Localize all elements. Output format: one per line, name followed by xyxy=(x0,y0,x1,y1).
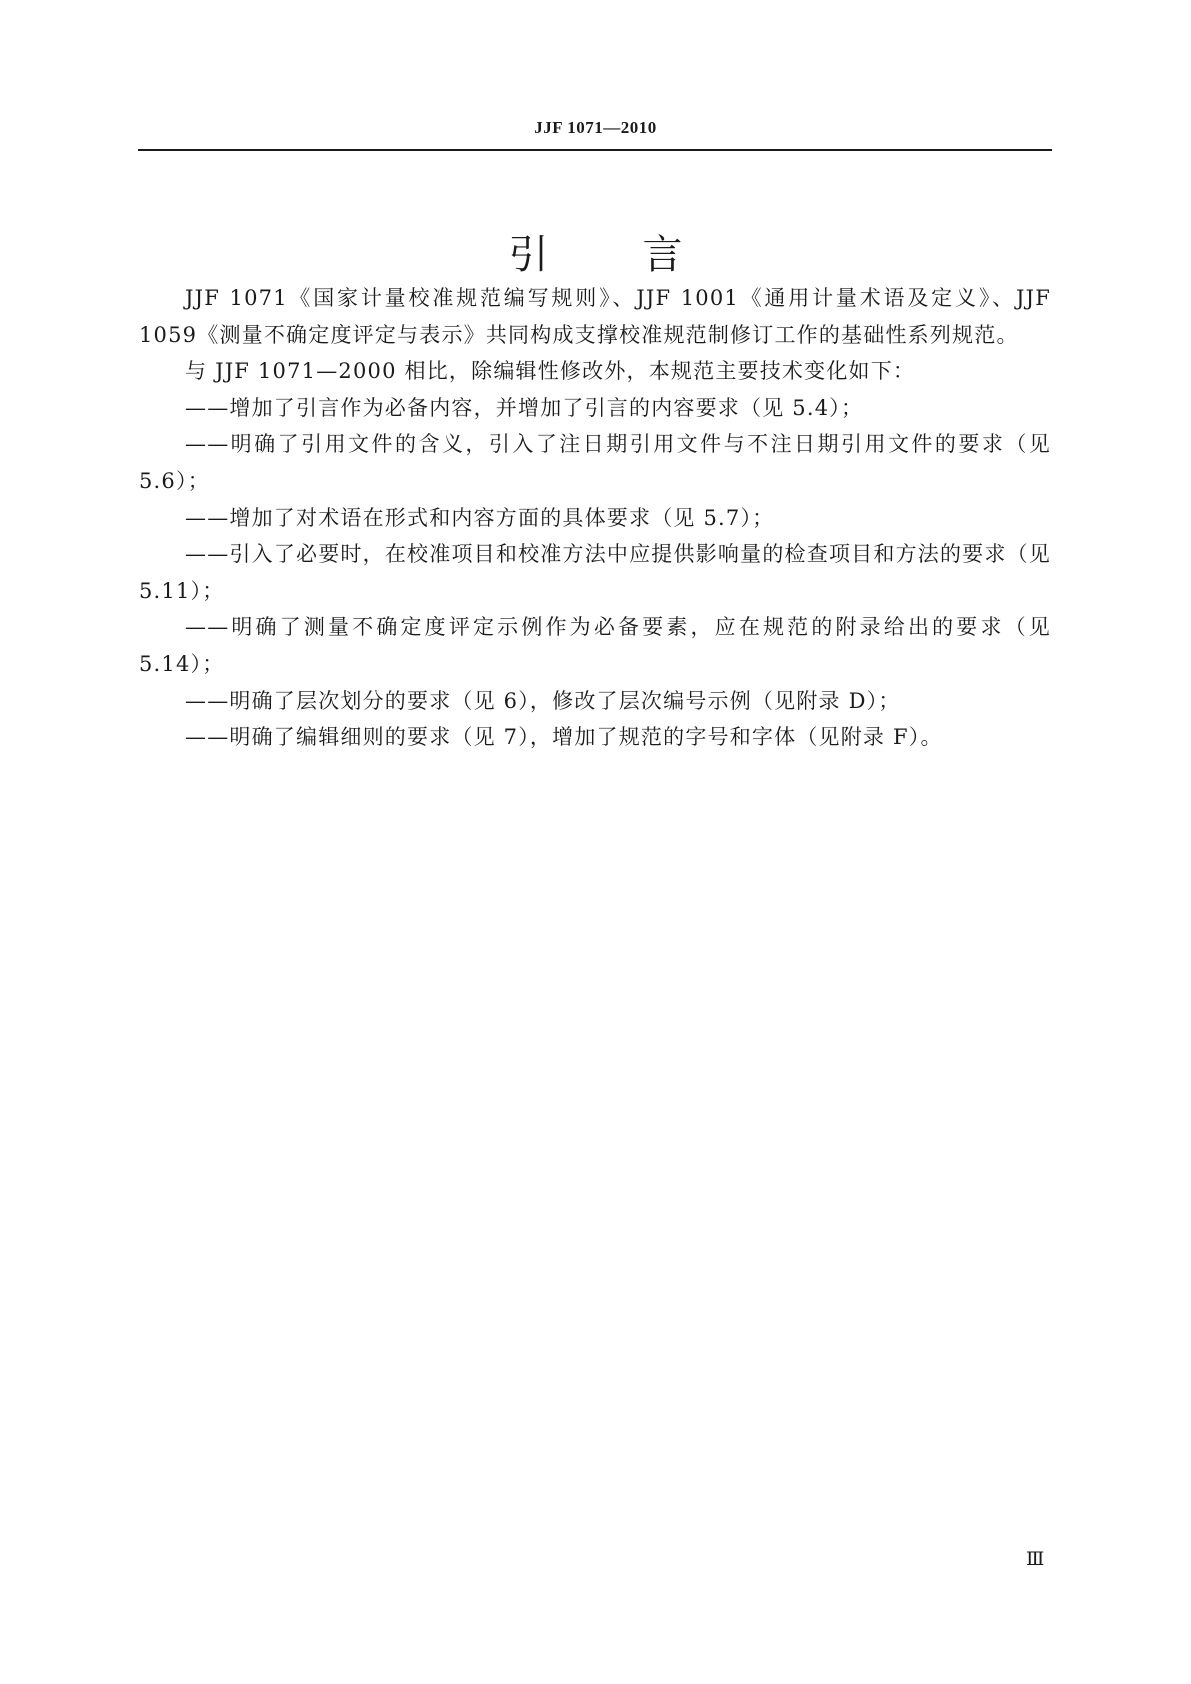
change-item: ——增加了对术语在形式和内容方面的具体要求（见 5.7）； xyxy=(185,505,775,530)
change-item: ——明确了测量不确定度评定示例作为必备要素，应在规范的附录给出的要求（见 5.14）； xyxy=(139,615,1051,676)
standard-code-header: JJF 1071—2010 xyxy=(534,118,657,137)
change-item: ——明确了引用文件的含义，引入了注日期引用文件与不注日期引用文件的要求（见 5.6）； xyxy=(139,432,1051,493)
header-rule xyxy=(138,149,1052,151)
change-item: ——增加了引言作为必备内容，并增加了引言的内容要求（见 5.4）； xyxy=(185,395,864,420)
change-item: ——明确了编辑细则的要求（见 7），增加了规范的字号和字体（见附录 F）。 xyxy=(185,725,943,750)
section-title-char-2: 言 xyxy=(642,231,683,278)
change-item: ——明确了层次划分的要求（见 6），修改了层次编号示例（见附录 D）； xyxy=(185,688,901,713)
intro-paragraph: JJF 1071《国家计量校准规范编写规则》、JJF 1001《通用计量术语及定义》、JJF 1059《测量不确定度评定与表示》共同构成支撑校准规范制修订工作的基础性系列规范。 xyxy=(139,286,1051,347)
changes-intro-paragraph: 与 JJF 1071—2000 相比，除编辑性修改外，本规范主要技术变化如下： xyxy=(185,359,916,384)
page-number: Ⅲ xyxy=(1026,1549,1045,1570)
change-item: ——引入了必要时，在校准项目和校准方法中应提供影响量的检查项目和方法的要求（见 5.11）； xyxy=(139,542,1051,603)
section-title-char-1: 引 xyxy=(508,231,549,278)
section-title xyxy=(0,223,1191,280)
introduction-body xyxy=(139,280,1051,756)
